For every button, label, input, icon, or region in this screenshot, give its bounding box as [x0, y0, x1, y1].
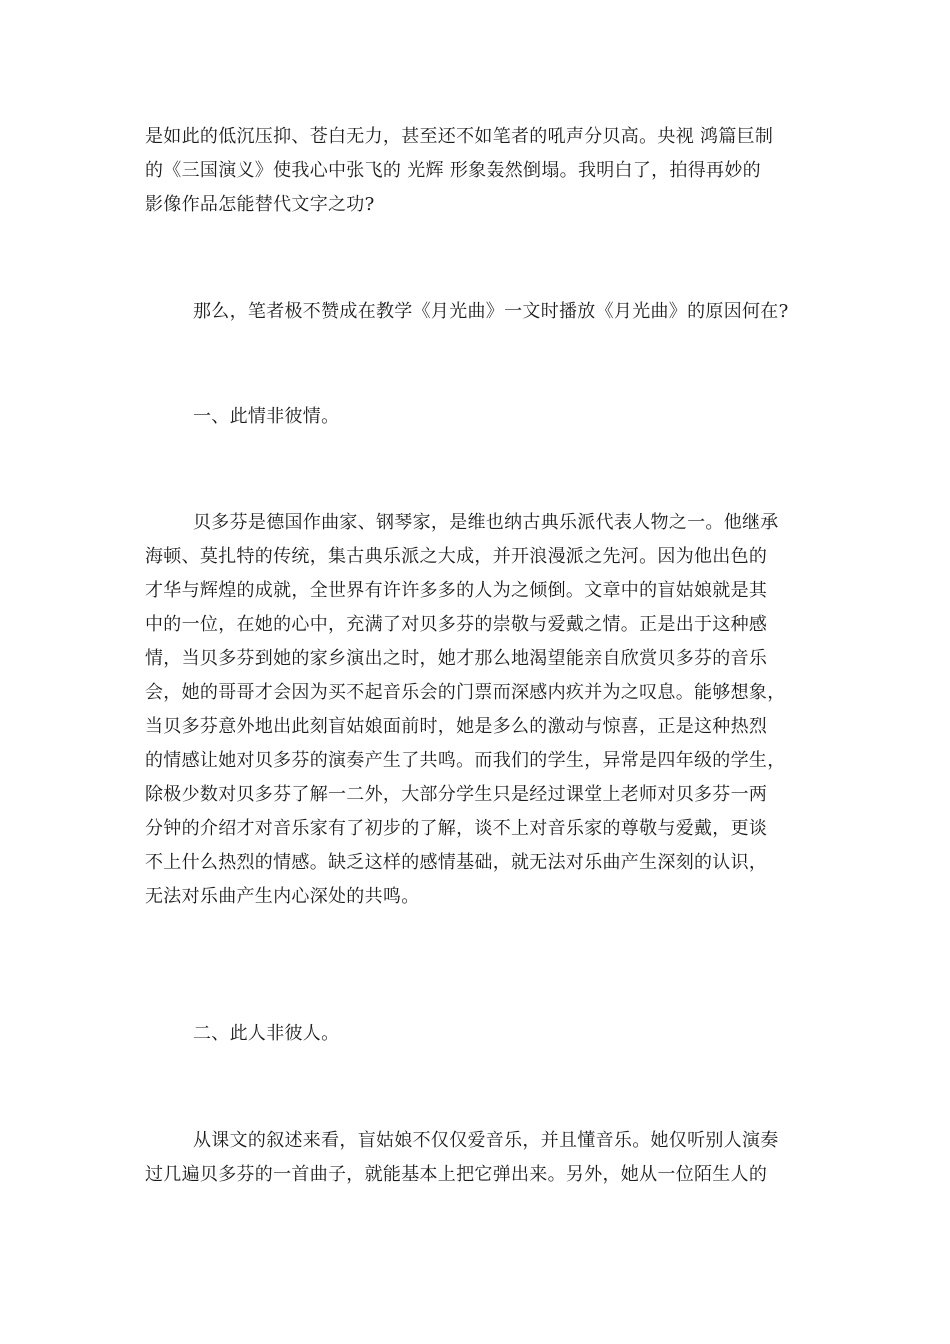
section-heading-1: [145, 400, 810, 434]
text-line: 分钟的介绍才对音乐家有了初步的了解，谈不上对音乐家的尊敬与爱戴，更谈: [145, 818, 768, 839]
text-line: 当贝多芬意外地出此刻盲姑娘面前时，她是多么的激动与惊喜，正是这种热烈: [145, 716, 768, 737]
text-line: 是如此的低沉压抑、苍白无力，甚至还不如笔者的吼声分贝高。央视 鸿篇巨制: [145, 126, 774, 147]
paragraph-section-1-body: [145, 506, 810, 914]
paragraph-question: [145, 295, 810, 329]
text-line: 从课文的叙述来看，盲姑娘不仅仅爱音乐，并且懂音乐。她仅听别人演奏: [193, 1130, 779, 1151]
heading-text: 一、此情非彼情。: [193, 406, 340, 427]
text-line: 那么，笔者极不赞成在教学《月光曲》一文时播放《月光曲》的原因何在?: [193, 301, 789, 322]
section-heading-2: [145, 1017, 810, 1051]
paragraph-intro: [145, 120, 810, 222]
text-line: 的情感让她对贝多芬的演奏产生了共鸣。而我们的学生，异常是四年级的学生，: [145, 750, 786, 771]
text-line: 情，当贝多芬到她的家乡演出之时，她才那么地渴望能亲自欣赏贝多芬的音乐: [145, 648, 768, 669]
text-line: 贝多芬是德国作曲家、钢琴家，是维也纳古典乐派代表人物之一。他继承: [193, 512, 779, 533]
text-line: 无法对乐曲产生内心深处的共鸣。: [145, 886, 420, 907]
text-line: 海顿、莫扎特的传统，集古典乐派之大成，并开浪漫派之先河。因为他出色的: [145, 546, 768, 567]
text-line: 除极少数对贝多芬了解一二外，大部分学生只是经过课堂上老师对贝多芬一两: [145, 784, 768, 805]
text-line: 不上什么热烈的情感。缺乏这样的感情基础，就无法对乐曲产生深刻的认识，: [145, 852, 768, 873]
text-line: 才华与辉煌的成就，全世界有许许多多的人为之倾倒。文章中的盲姑娘就是其: [145, 580, 768, 601]
text-line: 影像作品怎能替代文字之功?: [145, 194, 375, 215]
text-line: 中的一位，在她的心中，充满了对贝多芬的崇敬与爱戴之情。正是出于这种感: [145, 614, 768, 635]
paragraph-section-2-body: [145, 1124, 810, 1192]
text-line: 会，她的哥哥才会因为买不起音乐会的门票而深感内疚并为之叹息。能够想象，: [145, 682, 786, 703]
text-line: 的《三国演义》使我心中张飞的 光辉 形象轰然倒塌。我明白了，拍得再妙的: [145, 160, 761, 181]
text-line: 过几遍贝多芬的一首曲子，就能基本上把它弹出来。另外，她从一位陌生人的: [145, 1164, 768, 1185]
heading-text: 二、此人非彼人。: [193, 1023, 340, 1044]
